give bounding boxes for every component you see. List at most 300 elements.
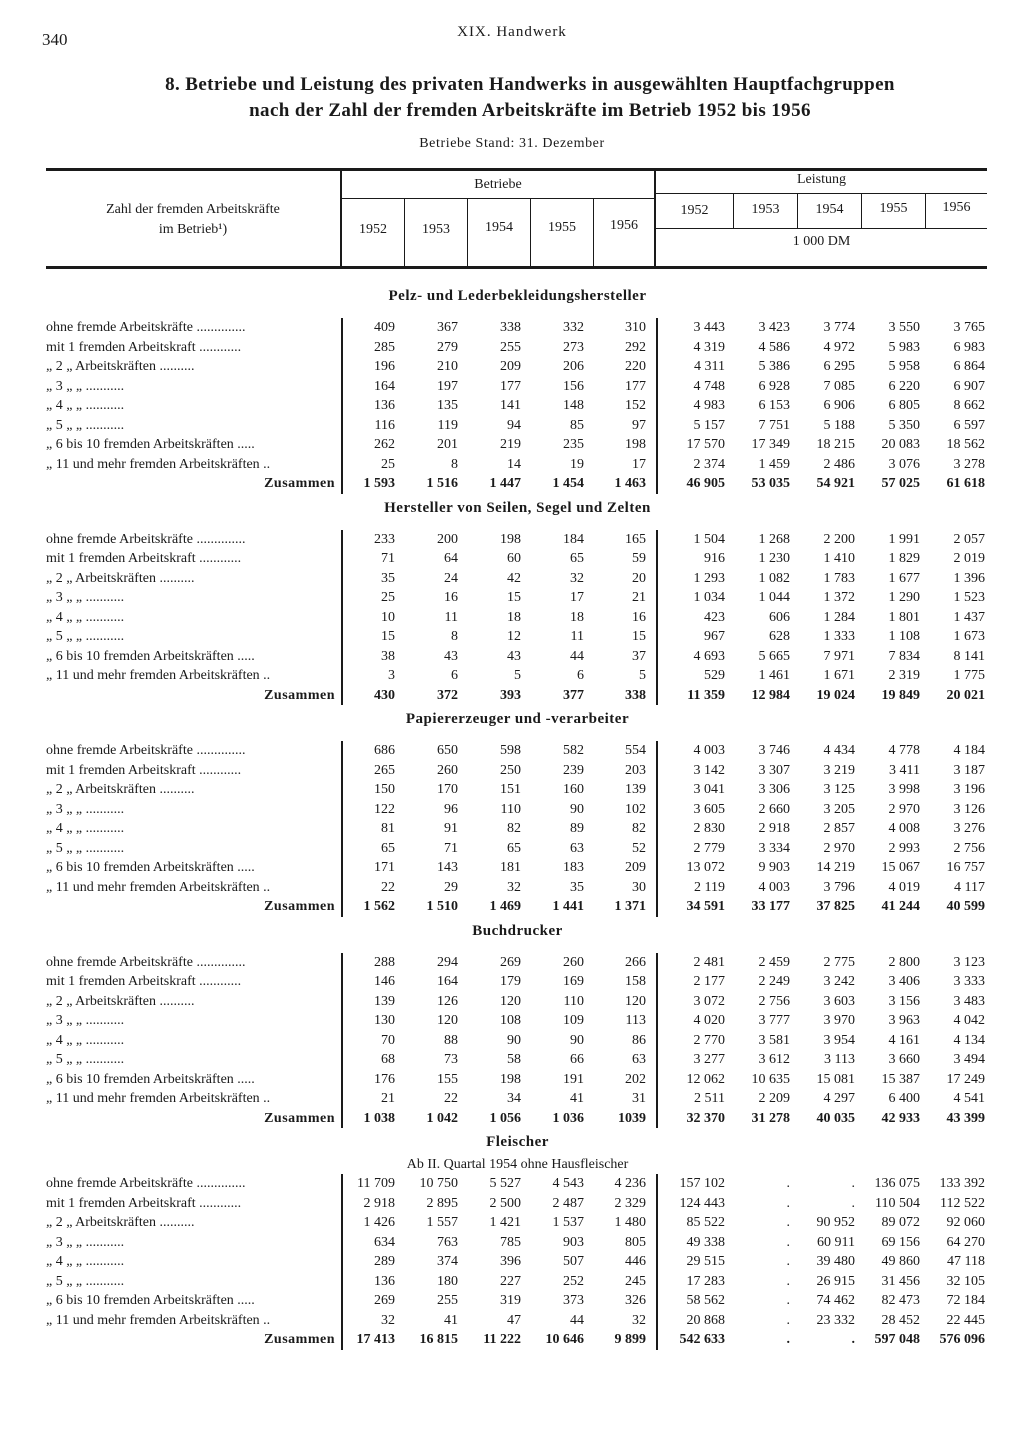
leistung-cell: 1 991: [888, 531, 920, 547]
row-label: „ 2 „ Arbeitskräften ..........: [46, 570, 195, 586]
leistung-cell: 6 864: [953, 359, 986, 374]
leistung-cell: 2 970: [888, 801, 920, 817]
betriebe-cell: 1 537: [552, 1215, 584, 1230]
table-row: [40, 1031, 995, 1051]
leistung-cell: 3 581: [758, 1032, 790, 1048]
table-row: [40, 1233, 995, 1253]
betriebe-cell: 22: [342, 878, 405, 898]
row-label: „ 11 und mehr fremden Arbeitskräften ..: [46, 456, 271, 472]
section-gap: [40, 310, 995, 318]
betriebe-cell: 396: [500, 1254, 521, 1269]
betriebe-cell: 233: [342, 530, 405, 550]
betriebe-cell: 1 371: [614, 899, 646, 914]
leistung-cell: 42 933: [881, 1110, 920, 1126]
betriebe-cell: 60: [507, 551, 521, 566]
leistung-cell: 3 277: [657, 1050, 735, 1070]
leistung-cell: 6 907: [953, 378, 986, 394]
leistung-cell: 3 660: [888, 1052, 920, 1067]
leistung-rule: [656, 193, 987, 194]
leistung-cell: 46 905: [657, 474, 735, 494]
leistung-cell: 40 599: [946, 899, 986, 914]
leistung-cell: 2 857: [823, 821, 855, 836]
row-label: „ 6 bis 10 fremden Arbeitskräften .....: [46, 860, 255, 875]
leistung-cell: 124 443: [657, 1194, 735, 1214]
betriebe-cell: 285: [342, 338, 405, 358]
betriebe-year-1956: 1956: [610, 218, 638, 233]
betriebe-cell: 151: [500, 782, 521, 797]
betriebe-cell: 338: [500, 320, 521, 335]
row-label: „ 3 „ „ ...........: [46, 590, 125, 605]
betriebe-cell: 262: [342, 435, 405, 455]
betriebe-cell: 430: [342, 686, 405, 706]
leistung-cell: 49 338: [657, 1233, 735, 1253]
betriebe-cell: 152: [625, 398, 646, 413]
betriebe-cell: 164: [342, 377, 405, 397]
running-head: XIX. Handwerk: [457, 24, 567, 40]
leistung-cell: 3 746: [758, 743, 790, 758]
leistung-cell: 20 021: [946, 687, 986, 703]
leistung-cell: 3 796: [823, 879, 855, 895]
betriebe-cell: 20: [632, 570, 646, 586]
row-label: „ 3 „ „ ...........: [46, 1013, 125, 1028]
betriebe-cell: 1 042: [426, 1110, 458, 1126]
row-label: Zusammen: [264, 476, 335, 491]
row-label: „ 4 „ „ ...........: [46, 609, 125, 625]
leistung-cell: 3 041: [657, 780, 735, 800]
betriebe-cell: 239: [563, 762, 584, 778]
betriebe-cell: 198: [625, 437, 646, 452]
row-label: „ 4 „ „ ...........: [46, 398, 125, 413]
betriebe-cell: 409: [342, 318, 405, 338]
row-label: ohne fremde Arbeitskräfte ..............: [46, 1176, 246, 1191]
betriebe-cell: 11: [444, 609, 458, 625]
row-label: „ 6 bis 10 fremden Arbeitskräften .....: [46, 437, 255, 452]
leistung-cell: 1 461: [758, 668, 790, 683]
betriebe-cell: 68: [342, 1050, 405, 1070]
betriebe-cell: 52: [632, 840, 646, 856]
betriebe-cell: 110: [500, 801, 521, 817]
section-header-row: [40, 282, 995, 310]
leistung-cell: 628: [769, 629, 790, 644]
leistung-cell: 2 119: [657, 878, 735, 898]
table-row: [40, 455, 995, 475]
leistung-cell: 3 550: [888, 320, 920, 335]
betriebe-cell: 65: [570, 551, 584, 566]
betriebe-cell: 1 516: [426, 476, 458, 491]
leistung-cell: 2 756: [953, 840, 986, 856]
leistung-cell: 49 860: [881, 1254, 920, 1269]
table-row: [40, 1050, 995, 1070]
leistung-cell: 3 443: [657, 318, 735, 338]
total-row: [40, 686, 995, 706]
leistung-cell: 16 757: [946, 860, 986, 875]
betriebe-cell: 136: [342, 1272, 405, 1292]
leistung-cell: 3 276: [953, 821, 986, 836]
row-label: „ 4 „ „ ...........: [46, 1254, 125, 1269]
leistung-cell: 2 660: [758, 801, 790, 817]
betriebe-cell: 19: [570, 456, 584, 472]
leistung-cell: 3 072: [657, 992, 735, 1012]
betriebe-cell: 158: [625, 974, 646, 989]
leistung-cell: 19 024: [816, 687, 855, 703]
betriebe-cell: 326: [625, 1293, 646, 1308]
leistung-cell: 1 396: [953, 570, 986, 586]
leistung-cell: .: [786, 1195, 790, 1211]
leistung-cell: 2 511: [657, 1089, 735, 1109]
leistung-cell: 5 386: [758, 359, 790, 374]
table-subtitle: Betriebe Stand: 31. Dezember: [419, 136, 605, 151]
betriebe-cell: 122: [342, 800, 405, 820]
leistung-cell: 3 423: [758, 320, 790, 335]
leistung-year-1956: 1956: [942, 200, 971, 215]
leistung-cell: 4 693: [657, 647, 735, 667]
betriebe-cell: 269: [500, 954, 521, 970]
leistung-cell: 1 230: [758, 551, 790, 566]
leistung-cell: 33 177: [751, 899, 790, 914]
leistung-cell: 1 504: [657, 530, 735, 550]
betriebe-year-1953: 1953: [422, 222, 450, 237]
leistung-cell: 3 970: [823, 1013, 855, 1028]
leistung-cell: .: [786, 1332, 790, 1347]
leistung-year-1954: 1954: [815, 202, 844, 217]
leistung-cell: 6 400: [888, 1091, 920, 1106]
leistung-cell: 6 597: [953, 417, 986, 433]
leistung-cell: 157 102: [657, 1174, 735, 1194]
betriebe-cell: 209: [500, 359, 521, 374]
leistung-cell: 4 020: [657, 1011, 735, 1031]
table-row: [40, 953, 995, 973]
leistung-cell: 576 096: [939, 1332, 986, 1347]
betriebe-cell: 120: [625, 993, 646, 1009]
betriebe-cell: 179: [500, 974, 521, 989]
leistung-cell: 3 196: [953, 782, 986, 797]
leistung-cell: 7 834: [888, 648, 920, 664]
leistung-cell: 20 868: [657, 1311, 735, 1331]
leistung-cell: 61 618: [946, 476, 986, 491]
row-header-line-2: im Betrieb¹): [158, 222, 228, 237]
row-label: „ 11 und mehr fremden Arbeitskräften ..: [46, 1091, 271, 1106]
betriebe-cell: 2 329: [614, 1195, 646, 1211]
leistung-cell: 2 779: [657, 839, 735, 859]
betriebe-cell: 113: [625, 1013, 646, 1028]
leistung-cell: 6 220: [888, 378, 920, 394]
leistung-cell: 17 249: [946, 1071, 986, 1087]
betriebe-cell: 110: [563, 993, 584, 1009]
table-row: [40, 608, 995, 628]
betriebe-cell: 164: [437, 974, 458, 989]
betriebe-cell: 18: [507, 609, 521, 625]
leistung-cell: .: [786, 1176, 790, 1191]
table-row: [40, 1291, 995, 1311]
betriebe-cell: 31: [632, 1091, 646, 1106]
betriebe-cell: 70: [342, 1031, 405, 1051]
leistung-cell: 4 778: [888, 743, 920, 758]
betriebe-cell: 120: [500, 993, 521, 1009]
row-label: „ 5 „ „ ...........: [46, 629, 125, 644]
table-row: [40, 357, 995, 377]
table-row: [40, 1011, 995, 1031]
betriebe-cell: 11: [570, 629, 584, 644]
header-top-rule: [46, 168, 987, 171]
betriebe-cell: 90: [507, 1032, 521, 1048]
section-header-row: [40, 1128, 995, 1156]
betriebe-cell: 109: [563, 1013, 584, 1028]
betriebe-cell: 446: [625, 1254, 646, 1269]
betriebe-cell: 292: [625, 339, 646, 355]
table-row: [40, 666, 995, 686]
betriebe-cell: 235: [563, 437, 584, 452]
leistung-cell: 3 126: [953, 801, 986, 817]
betriebe-cell: 171: [342, 858, 405, 878]
betriebe-cell: 598: [500, 743, 521, 758]
betriebe-cell: 6: [451, 668, 458, 683]
leistung-cell: 4 586: [758, 339, 790, 355]
leistung-cell: 1 268: [758, 531, 790, 547]
data-table: [40, 282, 995, 1350]
betriebe-cell: 203: [625, 762, 646, 778]
leistung-cell: 41 244: [881, 899, 920, 914]
betriebe-cell: 37: [632, 648, 646, 664]
leistung-cell: 17 570: [657, 435, 735, 455]
leistung-cell: 3 603: [823, 993, 855, 1009]
leistung-cell: 39 480: [816, 1254, 855, 1269]
betriebe-cell: 21: [342, 1089, 405, 1109]
table-row: [40, 741, 995, 761]
betriebe-cell: 66: [570, 1052, 584, 1067]
row-label: „ 11 und mehr fremden Arbeitskräften ..: [46, 668, 271, 683]
leistung-cell: 606: [769, 609, 790, 625]
leistung-cell: 6 928: [758, 378, 790, 394]
section-note-row: [40, 1156, 995, 1174]
betriebe-cell: 16 815: [419, 1332, 458, 1347]
betriebe-cell: 250: [500, 762, 521, 778]
row-label: „ 6 bis 10 fremden Arbeitskräften .....: [46, 648, 255, 664]
leistung-cell: 4 983: [657, 396, 735, 416]
betriebe-cell: 32: [632, 1312, 646, 1328]
betriebe-cell: 198: [500, 1071, 521, 1087]
row-label: „ 3 „ „ ...........: [46, 1234, 125, 1250]
leistung-cell: 2 830: [657, 819, 735, 839]
leistung-cell: 2 459: [758, 954, 790, 970]
leistung-cell: 2 019: [953, 551, 986, 566]
leistung-cell: 47 118: [947, 1254, 986, 1269]
betriebe-cell: 16: [444, 590, 458, 605]
leistung-cell: 4 042: [953, 1013, 986, 1028]
row-label: „ 5 „ „ ...........: [46, 1273, 125, 1289]
leistung-cell: .: [786, 1215, 790, 1230]
table-row: [40, 338, 995, 358]
row-label: „ 2 „ Arbeitskräften ..........: [46, 359, 195, 374]
betriebe-cell: 4 543: [552, 1176, 584, 1191]
betriebe-cell: 634: [342, 1233, 405, 1253]
row-label: Zusammen: [264, 687, 335, 703]
betriebe-cell: 169: [563, 974, 584, 989]
leistung-cell: 4 319: [657, 338, 735, 358]
leistung-cell: 1 293: [657, 569, 735, 589]
leistung-cell: 7 085: [823, 378, 855, 394]
leistung-cell: 3 156: [888, 993, 920, 1009]
leistung-cell: 13 072: [657, 858, 735, 878]
leistung-cell: 1 410: [823, 551, 855, 566]
leistung-cell: 7 751: [758, 417, 790, 433]
leistung-cell: 1 801: [888, 609, 920, 625]
leistung-cell: 17 283: [657, 1272, 735, 1292]
leistung-cell: 19 849: [881, 687, 920, 703]
betriebe-cell: 24: [444, 570, 458, 586]
leistung-cell: 8 141: [953, 648, 986, 664]
leistung-cell: 2 319: [888, 668, 920, 683]
row-label: „ 4 „ „ ...........: [46, 821, 125, 836]
leistung-cell: 4 541: [953, 1091, 986, 1106]
betriebe-cell: 64: [444, 551, 458, 566]
leistung-cell: 3 187: [953, 762, 986, 778]
unit-rule: [656, 228, 987, 229]
section-gap: [40, 522, 995, 530]
betriebe-cell: 65: [342, 839, 405, 859]
leistung-cell: .: [786, 1234, 790, 1250]
betriebe-cell: 116: [342, 416, 405, 436]
leistung-cell: 2 374: [657, 455, 735, 475]
betriebe-cell: 126: [437, 993, 458, 1009]
row-label: „ 5 „ „ ...........: [46, 1052, 125, 1067]
leistung-cell: 1 284: [823, 609, 855, 625]
gap-cell: [40, 310, 995, 318]
row-label: „ 5 „ „ ...........: [46, 417, 125, 433]
betriebe-cell: 63: [632, 1052, 646, 1067]
betriebe-cell: 5 527: [489, 1176, 521, 1191]
leistung-year-1953: 1953: [751, 202, 780, 217]
betriebe-cell: 21: [632, 590, 646, 605]
section-title: Buchdrucker: [472, 922, 563, 939]
betriebe-cell: 82: [632, 821, 646, 836]
betriebe-cell: 130: [342, 1011, 405, 1031]
row-label: „ 2 „ Arbeitskräften ..........: [46, 993, 195, 1009]
leistung-cell: 6 295: [823, 359, 855, 374]
leistung-cell: 1 459: [758, 456, 790, 472]
betriebe-cell: 22: [444, 1091, 458, 1106]
leistung-cell: 3 278: [953, 456, 986, 472]
section-title: Pelz- und Lederbekleidungshersteller: [388, 288, 647, 304]
table-row: [40, 435, 995, 455]
betriebe-cell: 686: [342, 741, 405, 761]
leistung-cell: 2 481: [657, 953, 735, 973]
betriebe-year-1952: 1952: [359, 222, 387, 237]
betriebe-cell: 11 709: [342, 1174, 405, 1194]
leistung-cell: 4 972: [823, 339, 855, 355]
betriebe-cell: 6: [577, 668, 584, 683]
leistung-cell: 7 971: [823, 648, 855, 664]
leistung-cell: 22 445: [946, 1312, 986, 1328]
header-bottom-rule: [46, 266, 987, 269]
leistung-cell: 15 067: [881, 860, 920, 875]
table-row: [40, 1070, 995, 1090]
leistung-cell: 4 434: [823, 743, 855, 758]
leistung-cell: 53 035: [751, 476, 790, 491]
leistung-cell: 597 048: [874, 1332, 920, 1347]
leistung-cell: 3 307: [758, 762, 790, 778]
betriebe-cell: 374: [437, 1254, 458, 1269]
betriebe-rule: [342, 198, 654, 199]
betriebe-cell: 1 426: [342, 1213, 405, 1233]
leistung-cell: 12 984: [751, 687, 790, 703]
leistung-cell: 1 523: [953, 590, 986, 605]
table-row: [40, 377, 995, 397]
row-label: mit 1 fremden Arbeitskraft ............: [46, 339, 242, 355]
leistung-cell: 112 522: [940, 1195, 986, 1211]
betriebe-cell: 554: [625, 743, 646, 758]
section-gap: [40, 945, 995, 953]
betriebe-cell: 165: [625, 531, 646, 547]
leistung-cell: 6 906: [823, 398, 855, 413]
betriebe-cell: 88: [444, 1032, 458, 1048]
leistung-cell: 4 008: [888, 821, 920, 836]
leistung-cell: 3 334: [758, 840, 790, 856]
betriebe-cell: 34: [507, 1091, 521, 1106]
leistung-cell: 3 765: [953, 320, 986, 335]
table-row: [40, 972, 995, 992]
betriebe-cell: 71: [342, 549, 405, 569]
row-label: mit 1 fremden Arbeitskraft ............: [46, 551, 242, 566]
betriebe-cell: 176: [342, 1070, 405, 1090]
section-note: Ab II. Quartal 1954 ohne Hausfleischer: [406, 1157, 629, 1172]
leistung-cell: 2 057: [953, 531, 986, 547]
table-row: [40, 396, 995, 416]
row-label: mit 1 fremden Arbeitskraft ............: [46, 1195, 242, 1211]
leistung-cell: 3 125: [823, 782, 855, 797]
betriebe-cell: 377: [563, 687, 584, 703]
leistung-cell: 2 209: [758, 1091, 790, 1106]
leistung-cell: 967: [657, 627, 735, 647]
leistung-cell: 1 783: [823, 570, 855, 586]
total-row: [40, 474, 995, 494]
betriebe-year-1954: 1954: [485, 220, 513, 235]
betriebe-cell: 201: [437, 437, 458, 452]
betriebe-cell: 17: [570, 590, 584, 605]
leistung-cell: 3 306: [758, 782, 790, 797]
table-row: [40, 1194, 995, 1214]
leistung-cell: 2 249: [758, 974, 790, 989]
section-title: Papiererzeuger und -verarbeiter: [405, 711, 630, 727]
leistung-cell: 2 177: [657, 972, 735, 992]
betriebe-cell: 5: [639, 668, 646, 683]
betriebe-cell: 91: [444, 821, 458, 836]
betriebe-cell: 10 750: [419, 1176, 458, 1191]
row-label: ohne fremde Arbeitskräfte ..............: [46, 531, 246, 547]
betriebe-cell: 1039: [618, 1110, 646, 1126]
leistung-cell: 64 270: [946, 1234, 986, 1250]
leistung-cell: 2 770: [657, 1031, 735, 1051]
betriebe-cell: 38: [342, 647, 405, 667]
section-gap: [40, 733, 995, 741]
betriebe-cell: 9 899: [614, 1332, 646, 1347]
betriebe-cell: 903: [563, 1234, 584, 1250]
betriebe-cell: 32: [570, 570, 584, 586]
betriebe-cell: 206: [563, 359, 584, 374]
leistung-cell: 1 829: [888, 551, 920, 566]
leistung-cell: 37 825: [816, 899, 855, 914]
betriebe-cell: 202: [625, 1071, 646, 1087]
gap-cell: [40, 733, 995, 741]
leistung-cell: 3 777: [758, 1013, 790, 1028]
leistung-cell: .: [786, 1273, 790, 1289]
betriebe-cell: 266: [625, 954, 646, 970]
table-row: [40, 858, 995, 878]
row-label: ohne fremde Arbeitskräfte ..............: [46, 954, 246, 970]
betriebe-cell: 265: [342, 761, 405, 781]
section-title: Fleischer: [486, 1134, 549, 1150]
leistung-cell: 4 748: [657, 377, 735, 397]
leistung-cell: .: [851, 1176, 855, 1191]
